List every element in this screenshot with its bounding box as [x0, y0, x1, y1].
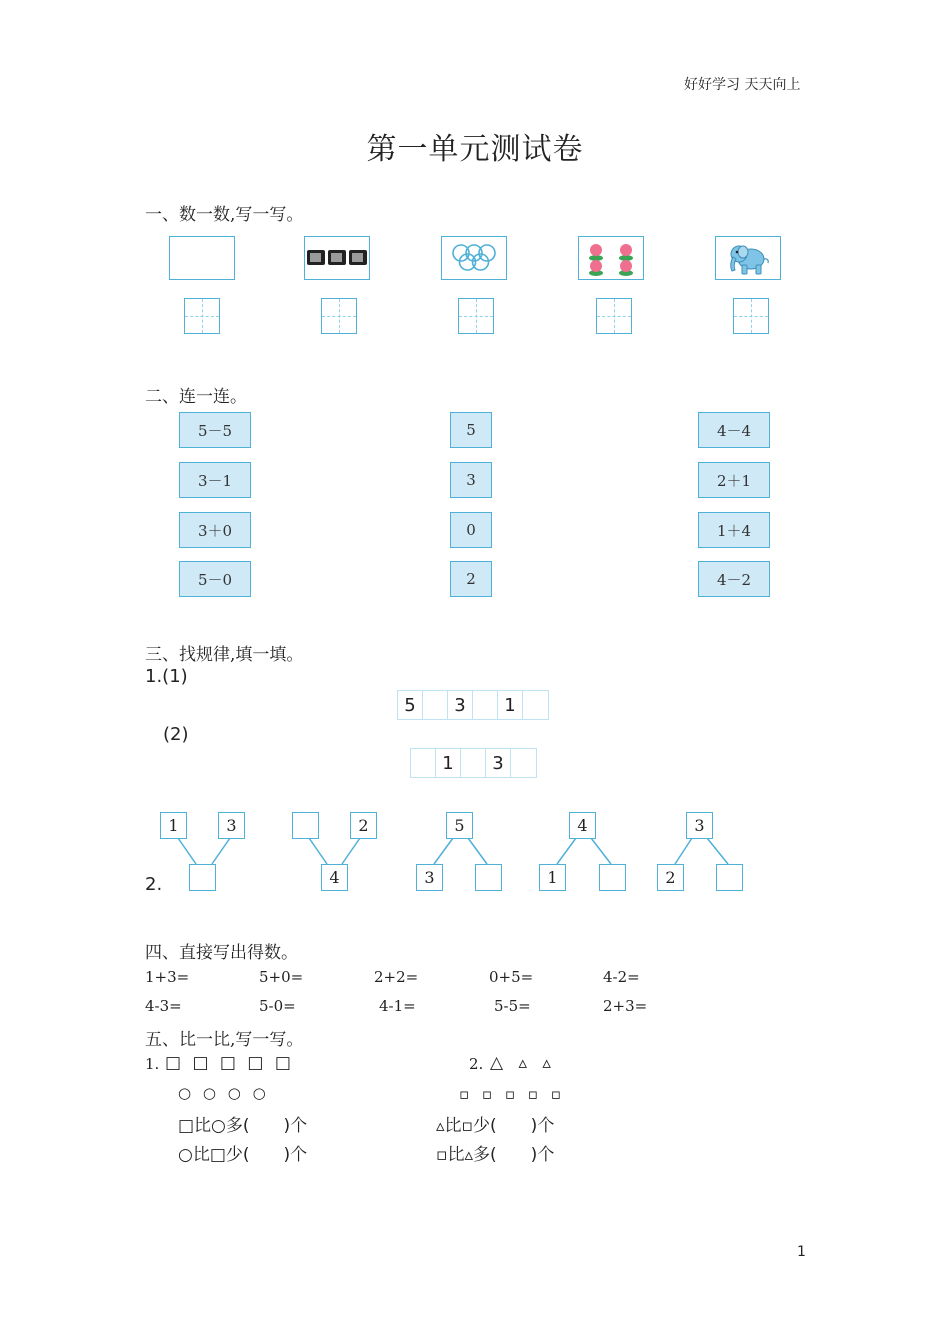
- question-sub-label: (2): [163, 724, 189, 745]
- match-card-left[interactable]: 5－5: [179, 412, 251, 448]
- section-2-heading: 二、连一连。: [145, 387, 247, 407]
- calc-item: 2+2=: [374, 968, 419, 986]
- match-card-middle[interactable]: 0: [450, 512, 492, 548]
- tree-node: 4: [569, 812, 596, 839]
- match-card-right[interactable]: 2＋1: [698, 462, 770, 498]
- sequence-cell: 5: [398, 691, 423, 719]
- compare-line[interactable]: ▵比▫少( )个: [436, 1116, 555, 1136]
- tree-node-blank[interactable]: [716, 864, 743, 891]
- tree-node: 3: [218, 812, 245, 839]
- match-card-middle[interactable]: 2: [450, 561, 492, 597]
- tree-node: 4: [321, 864, 348, 891]
- tree-node: 3: [416, 864, 443, 891]
- tree-node-blank[interactable]: [475, 864, 502, 891]
- compare-line[interactable]: □比○多( )个: [178, 1116, 308, 1136]
- compare-line[interactable]: ○比□少( )个: [178, 1145, 308, 1165]
- calc-item: 4-2=: [603, 968, 640, 986]
- triangle-row: △ ▵ ▵: [490, 1053, 551, 1073]
- tree-node: 2: [350, 812, 377, 839]
- circle-row: ○ ○ ○ ○: [178, 1084, 266, 1102]
- calc-item: 5+0=: [259, 968, 304, 986]
- match-card-right[interactable]: 4－2: [698, 561, 770, 597]
- question-label: 1.(1): [145, 666, 188, 687]
- calc-item: 5-0=: [259, 997, 296, 1015]
- tree-node-blank[interactable]: [599, 864, 626, 891]
- tree-node: 5: [446, 812, 473, 839]
- match-card-middle[interactable]: 5: [450, 412, 492, 448]
- tree-node: 3: [686, 812, 713, 839]
- match-card-middle[interactable]: 3: [450, 462, 492, 498]
- match-card-left[interactable]: 5－0: [179, 561, 251, 597]
- compare-line[interactable]: ▫比▵多( )个: [436, 1145, 555, 1165]
- match-card-right[interactable]: 1＋4: [698, 512, 770, 548]
- question-label: 2.: [469, 1055, 484, 1073]
- tree-node-blank[interactable]: [189, 864, 216, 891]
- question-label: 2.: [145, 874, 163, 895]
- tree-node: 1: [539, 864, 566, 891]
- section-3-heading: 三、找规律,填一填。: [145, 645, 304, 665]
- calc-item: 4-3=: [145, 997, 182, 1015]
- tree-node: 2: [657, 864, 684, 891]
- match-card-left[interactable]: 3＋0: [179, 512, 251, 548]
- sequence-cell: 3: [448, 691, 473, 719]
- tree-node-blank[interactable]: [292, 812, 319, 839]
- tree-node: 1: [160, 812, 187, 839]
- page-number: 1: [797, 1244, 806, 1260]
- page-title: 第一单元测试卷: [366, 132, 584, 167]
- section-4-heading: 四、直接写出得数。: [145, 943, 298, 963]
- calc-item: 5-5=: [494, 997, 531, 1015]
- calc-item: 2+3=: [603, 997, 648, 1015]
- small-square-row: ▫ ▫ ▫ ▫ ▫: [459, 1085, 561, 1103]
- match-card-left[interactable]: 3－1: [179, 462, 251, 498]
- square-row: □ □ □ □ □: [165, 1053, 291, 1073]
- section-5-heading: 五、比一比,写一写。: [145, 1030, 304, 1050]
- match-card-right[interactable]: 4－4: [698, 412, 770, 448]
- calc-item: 4-1=: [379, 997, 416, 1015]
- calc-item: 1+3=: [145, 968, 190, 986]
- sequence-cell: 1: [436, 749, 461, 777]
- header-motto: 好好学习 天天向上: [684, 77, 801, 93]
- calc-item: 0+5=: [489, 968, 534, 986]
- sequence-cell: 3: [486, 749, 511, 777]
- sequence-cell: 1: [498, 691, 523, 719]
- question-label: 1.: [145, 1055, 160, 1073]
- section-1-heading: 一、数一数,写一写。: [145, 205, 304, 225]
